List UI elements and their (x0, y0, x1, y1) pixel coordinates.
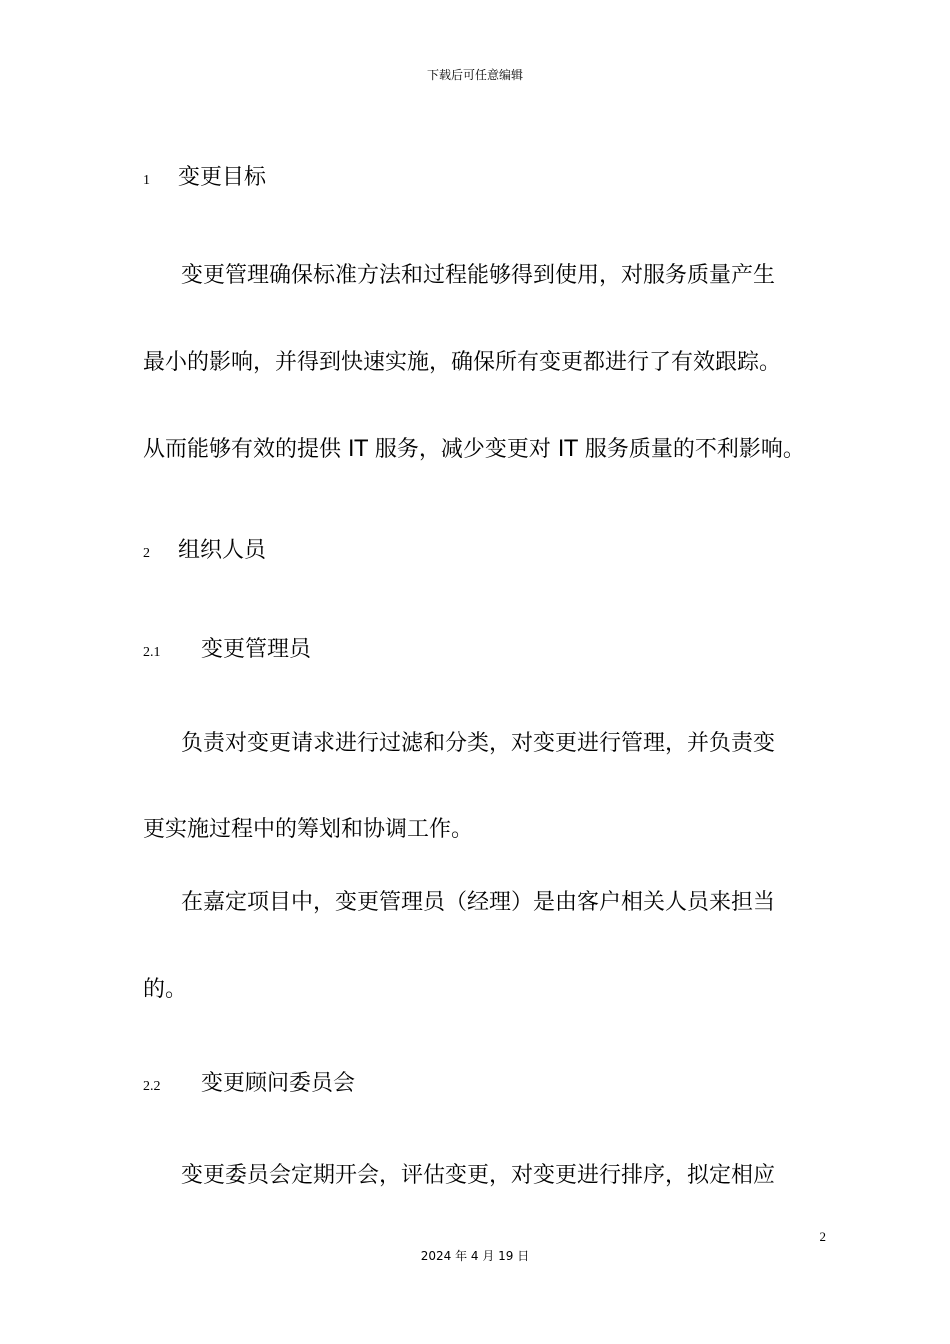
paragraph-line: 负责对变更请求进行过滤和分类，对变更进行管理，并负责变 (181, 731, 776, 756)
page-number: 2 (819, 1229, 826, 1244)
subsection-heading-2-2 (143, 1069, 355, 1102)
section-heading-2 (143, 536, 266, 569)
paragraph-line: 更实施过程中的筹划和协调工作。 (143, 817, 474, 842)
footer-date: 2024 年 4 月 19 日 (420, 1249, 530, 1263)
section-number: 2 (143, 546, 150, 561)
paragraph-line: 的。 (143, 977, 188, 1002)
section-number: 2.1 (143, 645, 161, 660)
section-title: 组织人员 (178, 538, 267, 563)
section-number: 2.2 (143, 1079, 161, 1094)
section-title: 变更目标 (178, 165, 267, 190)
paragraph-line: 在嘉定项目中，变更管理员（经理）是由客户相关人员来担当 (181, 890, 776, 915)
paragraph-line: 变更委员会定期开会，评估变更，对变更进行排序，拟定相应 (181, 1163, 776, 1188)
section-title: 变更管理员 (201, 637, 312, 662)
section-number: 1 (143, 173, 150, 188)
page-header: 下载后可任意编辑 (426, 68, 523, 82)
section-heading-1 (143, 163, 266, 196)
section-title: 变更顾问委员会 (201, 1071, 356, 1096)
subsection-heading-2-1 (143, 635, 311, 668)
paragraph-line: 变更管理确保标准方法和过程能够得到使用，对服务质量产生 (181, 263, 776, 288)
paragraph-line: 最小的影响，并得到快速实施，确保所有变更都进行了有效跟踪。 (143, 350, 782, 375)
paragraph-line: 从而能够有效的提供 IT 服务，减少变更对 IT 服务质量的不利影响。 (143, 437, 805, 462)
